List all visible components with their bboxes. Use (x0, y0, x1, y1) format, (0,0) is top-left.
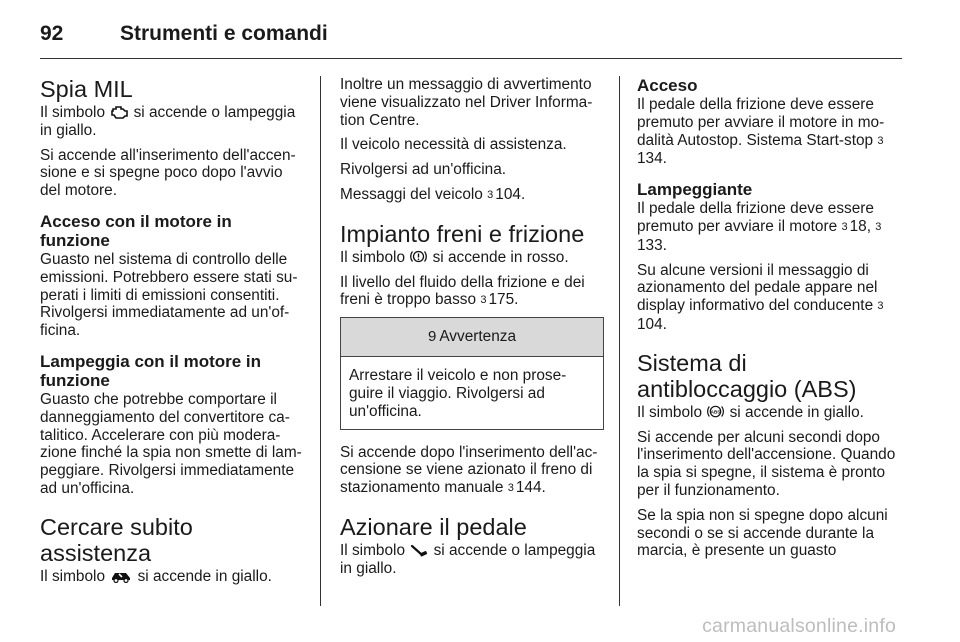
heading-impianto-freni: Impianto freni e frizione (340, 220, 585, 247)
warning-box (340, 317, 604, 429)
service-vehicle-icon (110, 570, 132, 583)
lampeggiante-paragraph-1: Il pedale della frizione deve essere premuto per avviare il motore 3 18, 3133. (637, 200, 882, 254)
warning-title: Avvertenza (439, 328, 517, 346)
page-reference-arrow: 3 (877, 300, 884, 313)
heading-acceso-motore: Acceso con il motore in funzione (40, 211, 232, 250)
col2-paragraph-2: Il veicolo necessità di assistenza. (340, 136, 567, 154)
page-reference[interactable]: 133. (637, 236, 667, 254)
watermark: carmanualsonline.info (702, 615, 896, 637)
abs-paragraph-2: Si accende per alcuni secondi dopo l'inserimento dell'accensione. Quando la spia si spegne, il sistema è pronto per il funzionamento. (637, 428, 896, 499)
page-reference[interactable]: 134. (637, 150, 667, 168)
mil-paragraph-2: Si accende all'inserimento dell'accen-sione e si spegne poco dopo l'avvio del motore. (40, 146, 296, 200)
page-reference-arrow: 3 (841, 220, 848, 233)
page-reference-arrow: 3 (877, 134, 884, 147)
abs-paragraph-1: Il simbolo ABS si accende in giallo. (637, 403, 864, 421)
col2-paragraph-3: Rivolgersi ad un'officina. (340, 161, 507, 179)
heading-lampeggiante: Lampeggiante (637, 180, 753, 200)
svg-text:ABS: ABS (710, 409, 721, 415)
heading-cercare-assistenza: Cercare subito assistenza (40, 513, 193, 566)
heading-azionare-pedale: Azionare il pedale (340, 513, 527, 540)
clutch-pedal-icon (410, 544, 428, 557)
heading-spia-mil: Spia MIL (40, 76, 133, 102)
col2-paragraph-1: Inoltre un messaggio di avvertimento viene visualizzato nel Driver Informa-tion Centre. (340, 76, 593, 129)
col2-paragraph-4: Messaggi del veicolo 3 104. (340, 185, 526, 203)
engine-mil-icon (110, 106, 128, 119)
warning-body: Arrestare il veicolo e non prose-guire il viaggio. Rivolgersi ad un'officina. (349, 367, 567, 420)
header-divider (40, 58, 902, 59)
heading-abs: Sistema di antibloccaggio (ABS) (637, 349, 857, 402)
acceso-paragraph: Il pedale della frizione deve essere premuto per avviare il motore in mo-dalità Autostop. Sistema Start-stop 3134. (637, 96, 885, 168)
assistenza-paragraph: Il simbolo si accende in giallo. (40, 567, 272, 585)
lampeggiante-paragraph-2: Su alcune versioni il messaggio di azionamento del pedale appare nel display informativo del conducente 3104. (637, 261, 884, 333)
freni-paragraph-1: Il simbolo si accende in rosso. (340, 248, 569, 266)
page-reference-arrow: 3 (487, 188, 494, 201)
page-reference[interactable]: 175. (488, 291, 519, 309)
column-divider-2 (619, 76, 620, 606)
column-2 (340, 76, 604, 585)
mil-paragraph-1: Il simbolo si accende o lampeggia in giallo. (40, 104, 296, 139)
abs-paragraph-3: Se la spia non si spegne dopo alcuni secondi o se si accende durante la marcia, è presente un guasto (637, 506, 888, 560)
heading-acceso: Acceso (637, 76, 698, 95)
page-title: Strumenti e comandi (120, 22, 328, 45)
col2-paragraph-5: Si accende dopo l'inserimento dell'ac-censione se viene azionato il freno di stazionamento manuale 3 144. (340, 443, 598, 497)
column-3 (637, 76, 902, 567)
lampeggia-motore-paragraph: Guasto che potrebbe comportare il danneggiamento del convertitore ca-talitico. Accelerare con più modera-zione finché la spia non smette di lam-peggiare. Rivolgersi immediatamente ad un'officina. (40, 390, 302, 497)
column-1 (40, 76, 304, 593)
page-reference-arrow: 3 (507, 482, 514, 495)
pedale-paragraph: Il simbolo si accende o lampeggia in giallo. (340, 541, 596, 577)
column-divider-1 (320, 76, 321, 606)
page-reference[interactable]: 104. (495, 185, 526, 203)
heading-lampeggia-motore: Lampeggia con il motore in funzione (40, 351, 262, 390)
page-reference[interactable]: 18, (849, 217, 871, 235)
abs-icon (707, 404, 724, 419)
page-reference[interactable]: 144. (515, 479, 546, 497)
acceso-motore-paragraph: Guasto nel sistema di controllo delle emissioni. Potrebbero essere stati su-perati i limiti di emissioni consentiti. Rivolgersi immediatamente ad un'of-ficina. (40, 250, 298, 340)
page-reference[interactable]: 104. (637, 315, 667, 333)
page-reference-arrow: 3 (480, 294, 487, 307)
warning-header (341, 318, 603, 357)
page-number: 92 (40, 22, 64, 45)
freni-paragraph-2: Il livello del fluido della frizione e dei freni è troppo basso 3 175. (340, 273, 585, 309)
brake-warning-icon (410, 249, 427, 264)
warning-icon: 9 (427, 328, 437, 346)
page-reference-arrow: 3 (875, 220, 882, 233)
page-header (40, 14, 328, 54)
